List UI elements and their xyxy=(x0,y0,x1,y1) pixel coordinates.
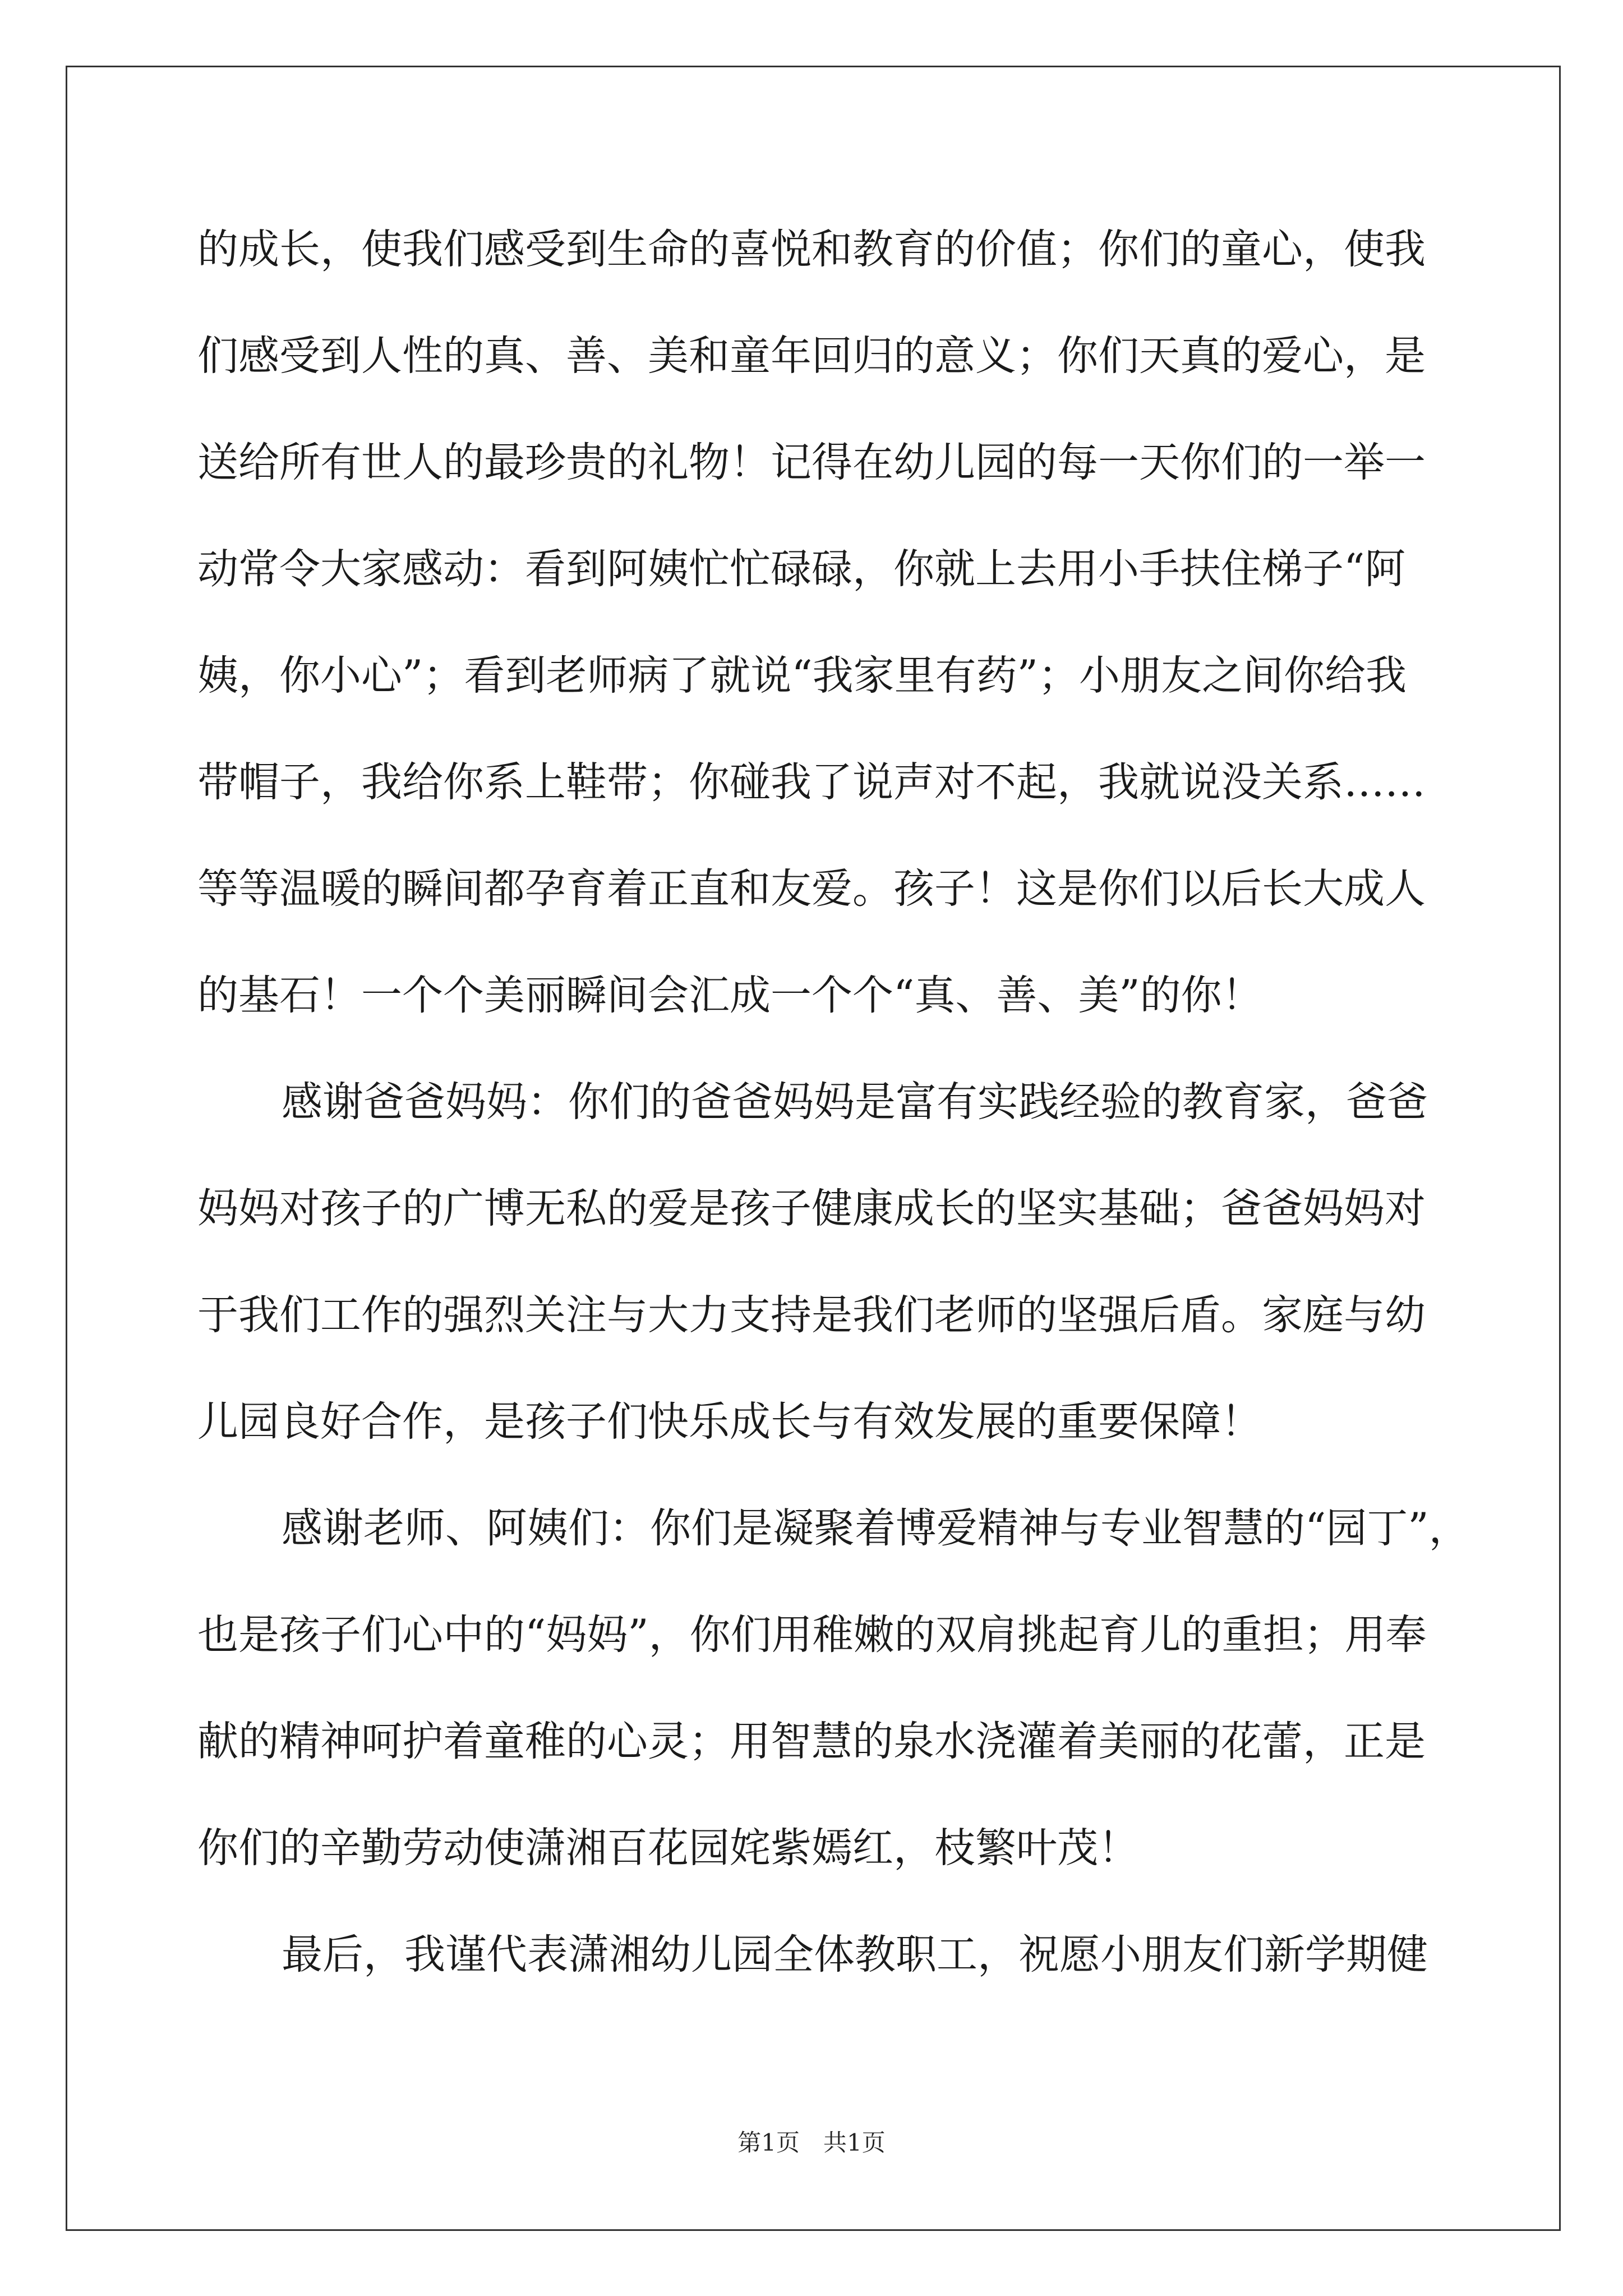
text-line: 献的精神呵护着童稚的心灵；用智慧的泉水浇灌着美丽的花蕾，正是 xyxy=(197,1718,1426,1765)
text-line: 妈妈对孩子的广博无私的爱是孩子健康成长的坚实基础；爸爸妈妈对 xyxy=(197,1185,1426,1232)
text-line: 姨，你小心”；看到老师病了就说“我家里有药”；小朋友之间你给我 xyxy=(197,652,1407,700)
paragraph-start-line: 最后，我谨代表潇湘幼儿园全体教职工，祝愿小朋友们新学期健 xyxy=(282,1931,1428,1978)
text-line: 送给所有世人的最珍贵的礼物！记得在幼儿园的每一天你们的一举一 xyxy=(197,439,1426,486)
text-line: 也是孩子们心中的“妈妈”，你们用稚嫩的双肩挑起育儿的重担；用奉 xyxy=(197,1611,1427,1659)
paragraph-start-line: 感谢老师、阿姨们：你们是凝聚着博爱精神与专业智慧的“园丁”， xyxy=(282,1504,1470,1552)
text-line: 动常令大家感动：看到阿姨忙忙碌碌，你就上去用小手扶住梯子“阿 xyxy=(197,545,1406,593)
text-line: 等等温暖的瞬间都孕育着正直和友爱。孩子！这是你们以后长大成人 xyxy=(197,865,1426,913)
text-line: 的基石！一个个美丽瞬间会汇成一个个“真、善、美”的你！ xyxy=(197,972,1263,1019)
text-line: 的成长，使我们感受到生命的喜悦和教育的价值；你们的童心，使我 xyxy=(197,226,1426,273)
document-body xyxy=(197,222,1470,2033)
page-footer: 第1页 共1页 xyxy=(737,2129,886,2156)
paragraph-start-line: 感谢爸爸妈妈：你们的爸爸妈妈是富有实践经验的教育家，爸爸 xyxy=(282,1078,1428,1126)
text-line: 们感受到人性的真、善、美和童年回归的意义；你们天真的爱心，是 xyxy=(197,332,1426,380)
text-line: 带帽子，我给你系上鞋带；你碰我了说声对不起，我就说没关系…… xyxy=(197,758,1426,806)
text-line: 于我们工作的强烈关注与大力支持是我们老师的坚强后盾。家庭与幼 xyxy=(197,1291,1426,1339)
text-line: 你们的辛勤劳动使潇湘百花园姹紫嫣红，枝繁叶茂！ xyxy=(197,1824,1139,1872)
text-line: 儿园良好合作，是孩子们快乐成长与有效发展的重要保障！ xyxy=(197,1398,1262,1446)
